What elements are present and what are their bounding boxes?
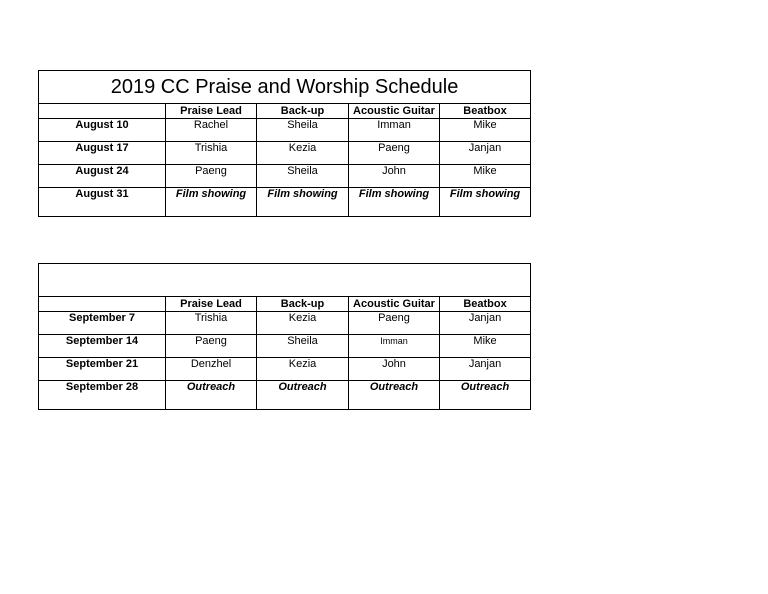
praise-lead-cell: Rachel bbox=[166, 119, 257, 142]
date-cell: September 28 bbox=[39, 381, 166, 410]
beatbox-cell: Janjan bbox=[440, 312, 531, 335]
praise-lead-cell: Trishia bbox=[166, 142, 257, 165]
praise-lead-cell: Trishia bbox=[166, 312, 257, 335]
header-date bbox=[39, 297, 166, 312]
backup-cell: Kezia bbox=[257, 142, 349, 165]
header-acoustic-guitar: Acoustic Guitar bbox=[349, 104, 440, 119]
guitar-cell: Imman bbox=[349, 335, 440, 358]
praise-lead-cell: Film showing bbox=[166, 188, 257, 217]
date-cell: September 7 bbox=[39, 312, 166, 335]
header-date bbox=[39, 104, 166, 119]
guitar-cell: Film showing bbox=[349, 188, 440, 217]
date-cell: August 24 bbox=[39, 165, 166, 188]
backup-cell: Kezia bbox=[257, 358, 349, 381]
table-row bbox=[39, 188, 531, 217]
backup-cell: Kezia bbox=[257, 312, 349, 335]
beatbox-cell: Mike bbox=[440, 119, 531, 142]
beatbox-cell: Film showing bbox=[440, 188, 531, 217]
august-schedule-table bbox=[38, 70, 531, 217]
guitar-cell: Imman bbox=[349, 119, 440, 142]
beatbox-cell: Outreach bbox=[440, 381, 531, 410]
date-cell: August 17 bbox=[39, 142, 166, 165]
guitar-cell: Paeng bbox=[349, 312, 440, 335]
backup-cell: Outreach bbox=[257, 381, 349, 410]
table-row bbox=[39, 312, 531, 335]
beatbox-cell: Janjan bbox=[440, 142, 531, 165]
table-row bbox=[39, 335, 531, 358]
guitar-cell: John bbox=[349, 165, 440, 188]
beatbox-cell: Mike bbox=[440, 335, 531, 358]
table-row bbox=[39, 165, 531, 188]
header-praise-lead: Praise Lead bbox=[166, 297, 257, 312]
guitar-cell: Paeng bbox=[349, 142, 440, 165]
header-praise-lead: Praise Lead bbox=[166, 104, 257, 119]
header-beatbox: Beatbox bbox=[440, 104, 531, 119]
table-row bbox=[39, 358, 531, 381]
table-row bbox=[39, 119, 531, 142]
date-cell: September 14 bbox=[39, 335, 166, 358]
beatbox-cell: Mike bbox=[440, 165, 531, 188]
table-title-row bbox=[39, 71, 531, 104]
table-header-row bbox=[39, 297, 531, 312]
backup-cell: Sheila bbox=[257, 165, 349, 188]
date-cell: September 21 bbox=[39, 358, 166, 381]
header-beatbox: Beatbox bbox=[440, 297, 531, 312]
header-acoustic-guitar: Acoustic Guitar bbox=[349, 297, 440, 312]
beatbox-cell: Janjan bbox=[440, 358, 531, 381]
table-header-row bbox=[39, 104, 531, 119]
table-row bbox=[39, 142, 531, 165]
praise-lead-cell: Paeng bbox=[166, 165, 257, 188]
backup-cell: Sheila bbox=[257, 335, 349, 358]
praise-lead-cell: Paeng bbox=[166, 335, 257, 358]
table-title-row bbox=[39, 264, 531, 297]
date-cell: August 10 bbox=[39, 119, 166, 142]
header-backup: Back-up bbox=[257, 297, 349, 312]
guitar-cell: Outreach bbox=[349, 381, 440, 410]
praise-lead-cell: Denzhel bbox=[166, 358, 257, 381]
header-backup: Back-up bbox=[257, 104, 349, 119]
guitar-cell: John bbox=[349, 358, 440, 381]
backup-cell: Film showing bbox=[257, 188, 349, 217]
schedule-title: 2019 CC Praise and Worship Schedule bbox=[39, 71, 531, 104]
schedule-title bbox=[39, 264, 531, 297]
table-row bbox=[39, 381, 531, 410]
date-cell: August 31 bbox=[39, 188, 166, 217]
september-schedule-table bbox=[38, 263, 531, 410]
backup-cell: Sheila bbox=[257, 119, 349, 142]
praise-lead-cell: Outreach bbox=[166, 381, 257, 410]
